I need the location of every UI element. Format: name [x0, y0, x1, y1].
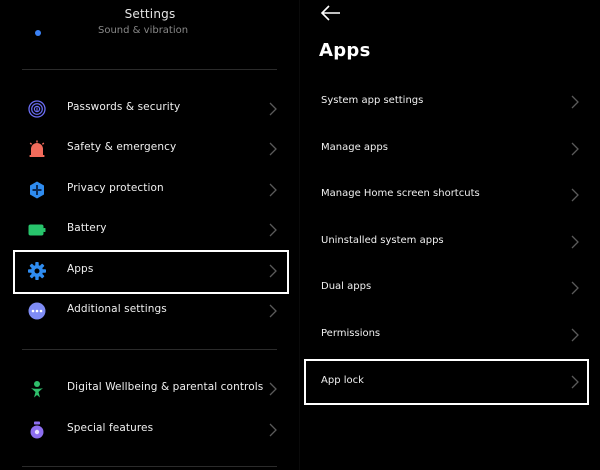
section-divider: [22, 466, 277, 467]
wellbeing-icon: [28, 380, 46, 398]
more-dots-icon: [28, 302, 46, 320]
page-title: Apps: [319, 40, 371, 61]
chevron-right-icon: [570, 93, 580, 111]
settings-item-special-features[interactable]: [22, 412, 284, 448]
alarm-icon: [28, 140, 46, 158]
item-label: Manage apps: [321, 142, 388, 153]
chevron-right-icon: [570, 326, 580, 344]
section-divider: [22, 69, 277, 70]
partial-list-item[interactable]: [30, 24, 290, 38]
apps-item-uninstalled-system-apps[interactable]: [310, 222, 590, 262]
chevron-right-icon: [570, 186, 580, 204]
gear-icon: [28, 262, 46, 280]
settings-item-battery[interactable]: [22, 212, 284, 248]
chevron-right-icon: [268, 262, 278, 280]
battery-icon: [28, 221, 46, 239]
chevron-right-icon: [268, 100, 278, 118]
apps-panel: [300, 0, 600, 470]
settings-item-digital-wellbeing[interactable]: [22, 371, 284, 407]
apps-item-system-app-settings[interactable]: [310, 82, 590, 122]
chevron-right-icon: [268, 302, 278, 320]
partial-item-label: Sound & vibration: [98, 25, 189, 36]
sound-icon: [35, 30, 41, 36]
chevron-right-icon: [268, 221, 278, 239]
chevron-right-icon: [268, 380, 278, 398]
item-label: Apps: [67, 263, 94, 275]
chevron-right-icon: [570, 140, 580, 158]
item-label: Privacy protection: [67, 182, 164, 194]
item-label: Permissions: [321, 328, 381, 339]
settings-item-privacy-protection[interactable]: [22, 172, 284, 208]
item-label: Dual apps: [321, 281, 372, 292]
item-label: Special features: [67, 422, 154, 434]
chevron-right-icon: [570, 279, 580, 297]
chevron-right-icon: [570, 373, 580, 391]
apps-item-manage-apps[interactable]: [310, 129, 590, 169]
back-arrow-icon[interactable]: [320, 4, 342, 22]
item-label: Battery: [67, 222, 107, 234]
item-label: App lock: [321, 375, 364, 386]
apps-item-app-lock[interactable]: [310, 362, 590, 402]
chevron-right-icon: [570, 233, 580, 251]
page-title: Settings: [124, 7, 176, 21]
item-label: Digital Wellbeing & parental controls: [67, 381, 264, 393]
settings-item-safety-emergency[interactable]: [22, 131, 284, 167]
item-label: Manage Home screen shortcuts: [321, 188, 480, 199]
apps-item-permissions[interactable]: [310, 315, 590, 355]
item-label: System app settings: [321, 95, 424, 106]
section-divider: [22, 349, 277, 350]
apps-item-manage-home-shortcuts[interactable]: [310, 175, 590, 215]
fingerprint-icon: [28, 100, 46, 118]
apps-item-dual-apps[interactable]: [310, 268, 590, 308]
special-features-icon: [28, 421, 46, 439]
settings-item-additional-settings[interactable]: [22, 293, 284, 329]
settings-item-apps[interactable]: [22, 253, 284, 289]
privacy-shield-icon: [28, 181, 46, 199]
chevron-right-icon: [268, 181, 278, 199]
item-label: Passwords & security: [67, 101, 181, 113]
chevron-right-icon: [268, 421, 278, 439]
settings-item-passwords-security[interactable]: [22, 91, 284, 127]
item-label: Uninstalled system apps: [321, 235, 444, 246]
item-label: Safety & emergency: [67, 141, 177, 153]
chevron-right-icon: [268, 140, 278, 158]
item-label: Additional settings: [67, 303, 167, 315]
